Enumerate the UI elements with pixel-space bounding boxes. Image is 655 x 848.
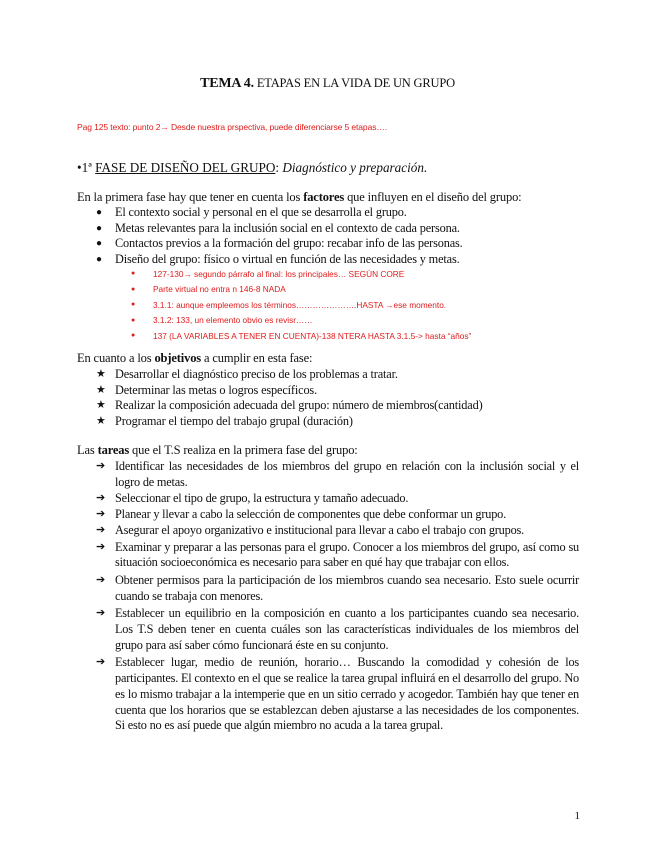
arrow-right-icon: ➔ bbox=[96, 508, 106, 521]
list-item bbox=[96, 491, 579, 507]
factores-list bbox=[96, 205, 463, 267]
arrow-right-icon: ➔ bbox=[96, 460, 106, 472]
arrow-right-icon: ➔ bbox=[96, 524, 106, 537]
list-item bbox=[96, 367, 483, 383]
arrow-right-icon: ➔ bbox=[96, 573, 106, 586]
arrow-right-icon: ➔ bbox=[96, 607, 106, 620]
red-page-note: Pag 125 texto: punto 2→ Desde nuestra prspectiva, puede diferenciarse 5 etapas…. bbox=[77, 122, 388, 132]
tareas-list bbox=[96, 459, 579, 734]
bullet-dot-icon: ● bbox=[131, 301, 136, 309]
list-item bbox=[96, 459, 579, 490]
list-item-text: Realizar la composición adecuada del grupo: número de miembros(cantidad) bbox=[115, 398, 483, 412]
red-list-item bbox=[131, 282, 471, 298]
list-item-text: Establecer un equilibrio en la composición en cuanto a los participantes cuando sea necesario. Los T.S deben tener en cuenta cuáles son las características individuales de los miembros del grupo para así saber cómo funcionará éste en su conjunto. bbox=[115, 606, 579, 652]
list-item bbox=[96, 573, 579, 604]
star-icon: ★ bbox=[96, 383, 106, 396]
list-item bbox=[96, 540, 579, 571]
list-item bbox=[96, 414, 483, 430]
bullet-dot-icon: ● bbox=[131, 316, 136, 324]
list-item bbox=[96, 655, 579, 734]
tareas-intro-after: que el T.S realiza en la primera fase del grupo: bbox=[129, 443, 358, 457]
factores-intro-after: que influyen en el diseño del grupo: bbox=[344, 190, 522, 204]
bullet-dot-icon: ● bbox=[96, 207, 102, 218]
factores-intro-before: En la primera fase hay que tener en cuenta los bbox=[77, 190, 304, 204]
list-item bbox=[96, 398, 483, 414]
star-icon: ★ bbox=[96, 368, 106, 380]
section-subtitle: Diagnóstico y preparación. bbox=[279, 160, 428, 175]
red-list-item bbox=[131, 328, 471, 344]
bullet-dot-icon: ● bbox=[131, 332, 136, 340]
red-list-item-text: Parte virtual no entra n 146-8 NADA bbox=[153, 284, 286, 295]
list-item bbox=[96, 252, 463, 268]
red-list-item-text: 127-130→ segundo párrafo al final: los principales… SEGÚN CORE bbox=[153, 268, 405, 279]
tareas-keyword: tareas bbox=[97, 443, 130, 457]
bullet-dot-icon: ● bbox=[96, 222, 102, 234]
star-icon: ★ bbox=[96, 399, 106, 411]
star-icon: ★ bbox=[96, 414, 106, 427]
red-list-item bbox=[131, 313, 471, 329]
factores-keyword: factores bbox=[303, 190, 345, 204]
list-item bbox=[96, 507, 579, 523]
objetivos-list bbox=[96, 367, 483, 429]
bullet-dot-icon: ● bbox=[96, 253, 102, 265]
section-prefix: •1ª bbox=[77, 160, 96, 175]
arrow-right-icon: ➔ bbox=[96, 491, 106, 504]
title-number: TEMA 4. bbox=[200, 76, 254, 91]
title-text: ETAPAS EN LA VIDA DE UN GRUPO bbox=[256, 76, 455, 90]
list-item bbox=[96, 236, 463, 252]
list-item bbox=[96, 205, 463, 221]
objetivos-intro bbox=[77, 351, 312, 367]
list-item-text: Programar el tiempo del trabajo grupal (duración) bbox=[115, 413, 353, 428]
list-item-text: Establecer lugar, medio de reunión, horario… Buscando la comodidad y cohesión de los participantes. El contexto en el que se realice la tarea grupal influirá en el desarrollo del grupo. No es lo mismo trabajar a la intemperie que en un sitio cerrado y acogedor. También hay que tener en cuenta que los horarios que se establezcan deben ajustarse a las necesidades de los componentes. Si esto no es así puede que algún miembro no acuda a la tarea grupal. bbox=[115, 655, 579, 733]
red-list-item bbox=[131, 266, 471, 282]
list-item-text: Planear y llevar a cabo la selección de componentes que debe conformar un grupo. bbox=[115, 507, 506, 522]
list-item-text: Examinar y preparar a las personas para el grupo. Conocer a los miembros del grupo, así como su situación socioeconómica es necesario para saber en qué hay que trabajar con ellos. bbox=[115, 539, 579, 570]
bullet-dot-icon: ● bbox=[131, 270, 136, 278]
list-item-text: Asegurar el apoyo organizativo e institucional para llevar a cabo el trabajo con grupos. bbox=[115, 523, 524, 538]
list-item-text: Obtener permisos para la participación de los miembros cuando sea necesario. Esto suele ocurrir cuando se trabaja con menores. bbox=[115, 572, 579, 603]
section-colon: : bbox=[275, 160, 280, 175]
red-list-item-text: 137 (LA VARIABLES A TENER EN CUENTA)-138 NTERA HASTA 3.1.5-> hasta “años” bbox=[153, 330, 472, 341]
tareas-intro-before: Las bbox=[77, 443, 98, 457]
list-item-text: Desarrollar el diagnóstico preciso de los problemas a tratar. bbox=[115, 367, 398, 381]
objetivos-intro-before: En cuanto a los bbox=[77, 351, 155, 365]
page-number: 1 bbox=[574, 810, 580, 822]
list-item-text: Identificar las necesidades de los miembros del grupo en relación con la inclusión social y el logro de metas. bbox=[115, 459, 579, 489]
document-title bbox=[0, 76, 655, 92]
list-item-text: El contexto social y personal en el que se desarrolla el grupo. bbox=[115, 205, 407, 219]
red-list-item-text: 3.1.1: aunque empleemos los términos………………….HASTA →ese momento. bbox=[153, 299, 447, 310]
factores-intro bbox=[77, 190, 522, 206]
list-item-text: Contactos previos a la formación del grupo: recabar info de las personas. bbox=[115, 236, 463, 250]
objetivos-keyword: objetivos bbox=[154, 351, 202, 365]
list-item-text: Diseño del grupo: físico o virtual en función de las necesidades y metas. bbox=[115, 251, 460, 266]
list-item-text: Seleccionar el tipo de grupo, la estructura y tamaño adecuado. bbox=[115, 490, 409, 505]
section-heading bbox=[77, 160, 427, 176]
bullet-dot-icon: ● bbox=[131, 285, 136, 293]
objetivos-intro-after: a cumplir en esta fase: bbox=[201, 351, 313, 365]
bullet-dot-icon: ● bbox=[96, 238, 102, 249]
red-list-item bbox=[131, 297, 471, 313]
arrow-right-icon: ➔ bbox=[96, 656, 106, 669]
list-item bbox=[96, 606, 579, 653]
list-item bbox=[96, 221, 463, 237]
list-item bbox=[96, 523, 579, 539]
tareas-intro bbox=[77, 443, 358, 459]
red-notes-list bbox=[131, 266, 471, 344]
list-item-text: Metas relevantes para la inclusión social en el contexto de cada persona. bbox=[115, 220, 460, 235]
section-title: FASE DE DISEÑO DEL GRUPO bbox=[95, 160, 276, 175]
list-item bbox=[96, 383, 483, 399]
list-item-text: Determinar las metas o logros específicos. bbox=[115, 382, 317, 397]
red-list-item-text: 3.1.2: 133, un elemento obvio es revisr…… bbox=[153, 315, 313, 326]
arrow-right-icon: ➔ bbox=[96, 540, 106, 553]
